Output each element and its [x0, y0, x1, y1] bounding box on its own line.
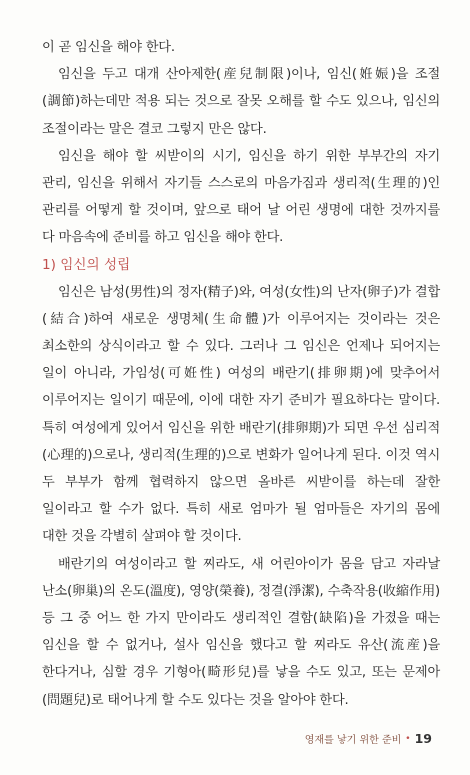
paragraph-continuation: 이 곧 임신을 해야 한다. — [42, 40, 175, 55]
paragraph-birth-control: 임신을 두고 대개 산아제한(産兒制限)이나, 임신(姙娠)을 조절(調節)하는데만 적용 되는 것으로 잘못 오해를 할 수도 있으나, 임신의 조절이라는 말은 결코 그렇지 만은 않다. — [42, 67, 440, 137]
page-footer — [305, 731, 432, 746]
paragraph-ovulation: 배란기의 여성이라고 할 찌라도, 새 어린아이가 몸을 담고 자라날 난소(卵巢)의 온도(溫度), 영양(榮養), 정결(淨潔), 수축작용(收縮作用) 등 그 중 어느 한 가지 만이라도 생리적인 결함(缺陷)을 가졌을 때는 임신을 할 수 없거나, 설사 임신을 했다고 할 찌라도 유산(流産)을 한다거나, 심할 경우 기형아(畸形兒)를 낳을 수도 있고, 또는 문제아(問題兒)로 태어나게 할 수도 있다는 것을 알아야 한다. — [42, 556, 440, 708]
page-content — [42, 34, 440, 714]
paragraph-conception: 임신은 남성(男性)의 정자(精子)와, 여성(女性)의 난자(卵子)가 결합(結合)하여 새로운 생명체(生命體)가 이루어지는 것이라는 것은 최소한의 상식이라고 할 수 있다. 그러나 그 임신은 언제나 되어지는 일이 아니라, 가임성(可姙性) 여성의 배란기(排卵期)에 맞추어서 이루어지는 일이기 때문에, 이에 대한 자기 준비가 필요하다는 말이다. 특히 여성에게 있어서 임신을 위한 배란기(排卵期)가 되면 우선 심리적(心理的)으로나, 생리적(生理的)으로 변화가 일어나게 된다. 이것 역시 두 부부가 함께 협력하지 않으면 올바른 씨받이를 하는데 잘한 일이라고 할 수가 없다. 특히 새로 엄마가 될 엄마들은 자기의 몸에 대한 것을 각별히 살펴야 할 것이다. — [42, 284, 440, 545]
running-title: 영재를 낳기 위한 준비 — [304, 735, 402, 746]
footer-bullet: • — [405, 733, 411, 744]
section-title: 1) 임신의 성립 — [42, 256, 131, 273]
page-number: 19 — [414, 731, 432, 746]
paragraph-preparation: 임신을 해야 할 씨받이의 시기, 임신을 하기 위한 부부간의 자기 관리, 임신을 위해서 자기들 스스로의 마음가짐과 생리적(生理的)인 관리를 어떻게 할 것이며, 앞으로 태어 날 어린 생명에 대한 것까지를 다 마음속에 준비를 하고 임신을 해야 한다. — [42, 148, 440, 246]
